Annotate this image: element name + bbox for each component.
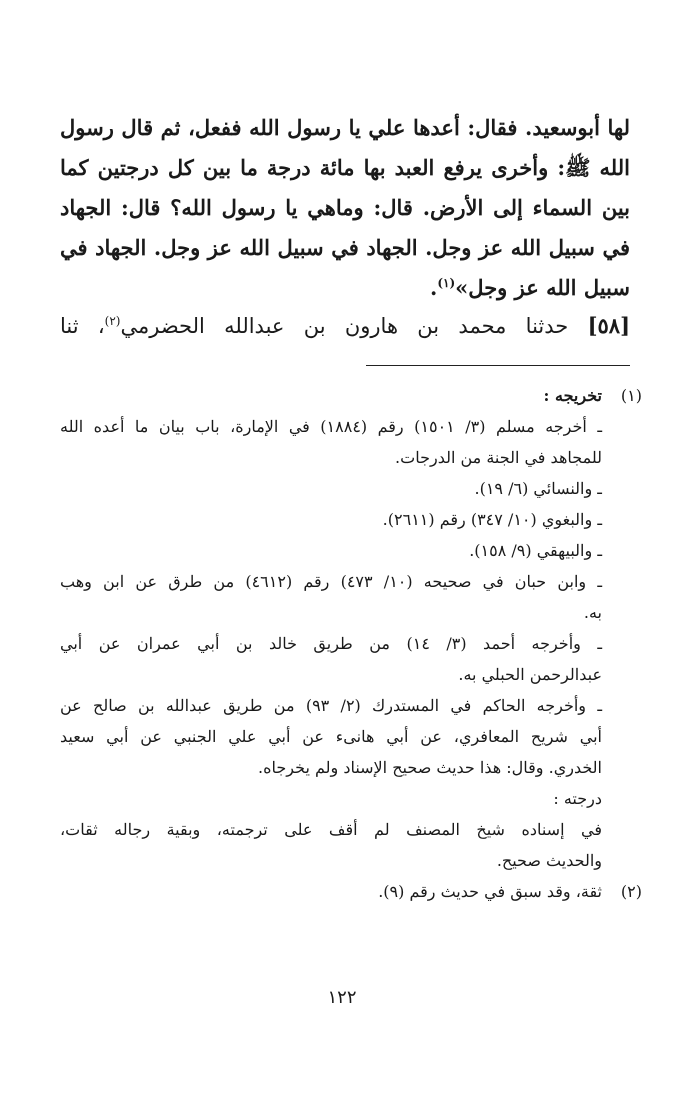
main-text-line: الله ﷺ: وأخرى يرفع العبد بها مائة درجة ما بين كل درجتين كما bbox=[60, 155, 630, 180]
page-number: ١٢٢ bbox=[327, 987, 357, 1008]
footnote-item bbox=[60, 504, 602, 535]
hadith-58-line bbox=[60, 306, 630, 346]
footnote-item-line: للمجاهد في الجنة من الدرجات. bbox=[395, 448, 602, 467]
main-text-line: لها أبوسعيد. فقال: أعدها علي يا رسول الله ففعل، ثم قال رسول bbox=[60, 115, 630, 140]
footnote-item bbox=[60, 566, 602, 628]
footnote-1 bbox=[60, 380, 642, 876]
main-text bbox=[60, 108, 630, 308]
main-text-line: بين السماء إلى الأرض. قال: وماهي يا رسول الله؟ قال: الجهاد bbox=[60, 195, 630, 220]
footnote-marker-1[interactable]: (١) bbox=[437, 276, 456, 290]
footnote-item-line: ـ وأخرجه الحاكم في المستدرك (٢/ ٩٣) من طريق عبدالله بن صالح عن bbox=[60, 696, 603, 715]
hadith-number: [٥٨] bbox=[587, 313, 630, 338]
footnote-item-line: ـ وأخرجه أحمد (٣/ ١٤) من طريق خالد بن أبي عمران عن أبي bbox=[60, 634, 603, 653]
footnote-item bbox=[60, 628, 602, 690]
footnote-item-line: ـ والنسائي (٦/ ١٩). bbox=[474, 479, 602, 498]
footnote-items bbox=[60, 411, 602, 783]
footnote-item bbox=[60, 473, 602, 504]
footnote-text: ثقة، وقد سبق في حديث رقم (٩). bbox=[378, 882, 602, 901]
footnote-item-line: ـ أخرجه مسلم (٣/ ١٥٠١) رقم (١٨٨٤) في الإمارة، باب بيان ما أعده الله bbox=[60, 417, 603, 436]
footnote-item-line: به. bbox=[583, 603, 602, 622]
footnote-item-line: أبي شريح المعافري، عن أبي هانىء عن أبي علي الجنبي عن أبي سعيد bbox=[60, 727, 602, 746]
footnote-number: (١) bbox=[620, 386, 642, 405]
footnote-marker-2[interactable]: (٢) bbox=[104, 314, 121, 328]
footnotes bbox=[60, 380, 642, 907]
main-text-last-line-text: سبيل الله عز وجل» bbox=[455, 275, 630, 300]
hadith-text-tail: ، ثنا bbox=[60, 314, 105, 338]
main-text-line: في سبيل الله عز وجل. الجهاد في سبيل الله عز وجل. الجهاد في bbox=[60, 235, 630, 260]
footnote-separator bbox=[366, 365, 630, 366]
main-text-last-line-end: . bbox=[430, 275, 438, 300]
footnote-item-line: الخدري. وقال: هذا حديث صحيح الإسناد ولم يخرجاه. bbox=[258, 758, 602, 777]
footnote-item-line: عبدالرحمن الحبلي به. bbox=[458, 665, 602, 684]
grade-heading: درجته : bbox=[553, 789, 602, 808]
hadith-text: حدثنا محمد بن هارون بن عبدالله الحضرمي bbox=[120, 314, 569, 338]
footnote-item bbox=[60, 535, 602, 566]
footnote-item bbox=[60, 411, 602, 473]
footnote-number: (٢) bbox=[620, 882, 642, 901]
footnote-item-line: ـ وابن حبان في صحيحه (١٠/ ٤٧٣) رقم (٤٦١٢) من طرق عن ابن وهب bbox=[60, 572, 603, 591]
grade-line: والحديث صحيح. bbox=[496, 851, 602, 870]
grade-line: في إسناده شيخ المصنف لم أقف على ترجمته، وبقية رجاله ثقات، bbox=[60, 820, 602, 839]
footnote-item-line: ـ والبيهقي (٩/ ١٥٨). bbox=[469, 541, 602, 560]
main-text-last-line bbox=[60, 268, 630, 308]
footnote-heading: تخريجه : bbox=[543, 386, 602, 405]
footnote-item-line: ـ والبغوي (١٠/ ٣٤٧) رقم (٢٦١١). bbox=[382, 510, 602, 529]
footnote-2 bbox=[60, 876, 642, 907]
footnote-item bbox=[60, 690, 602, 783]
